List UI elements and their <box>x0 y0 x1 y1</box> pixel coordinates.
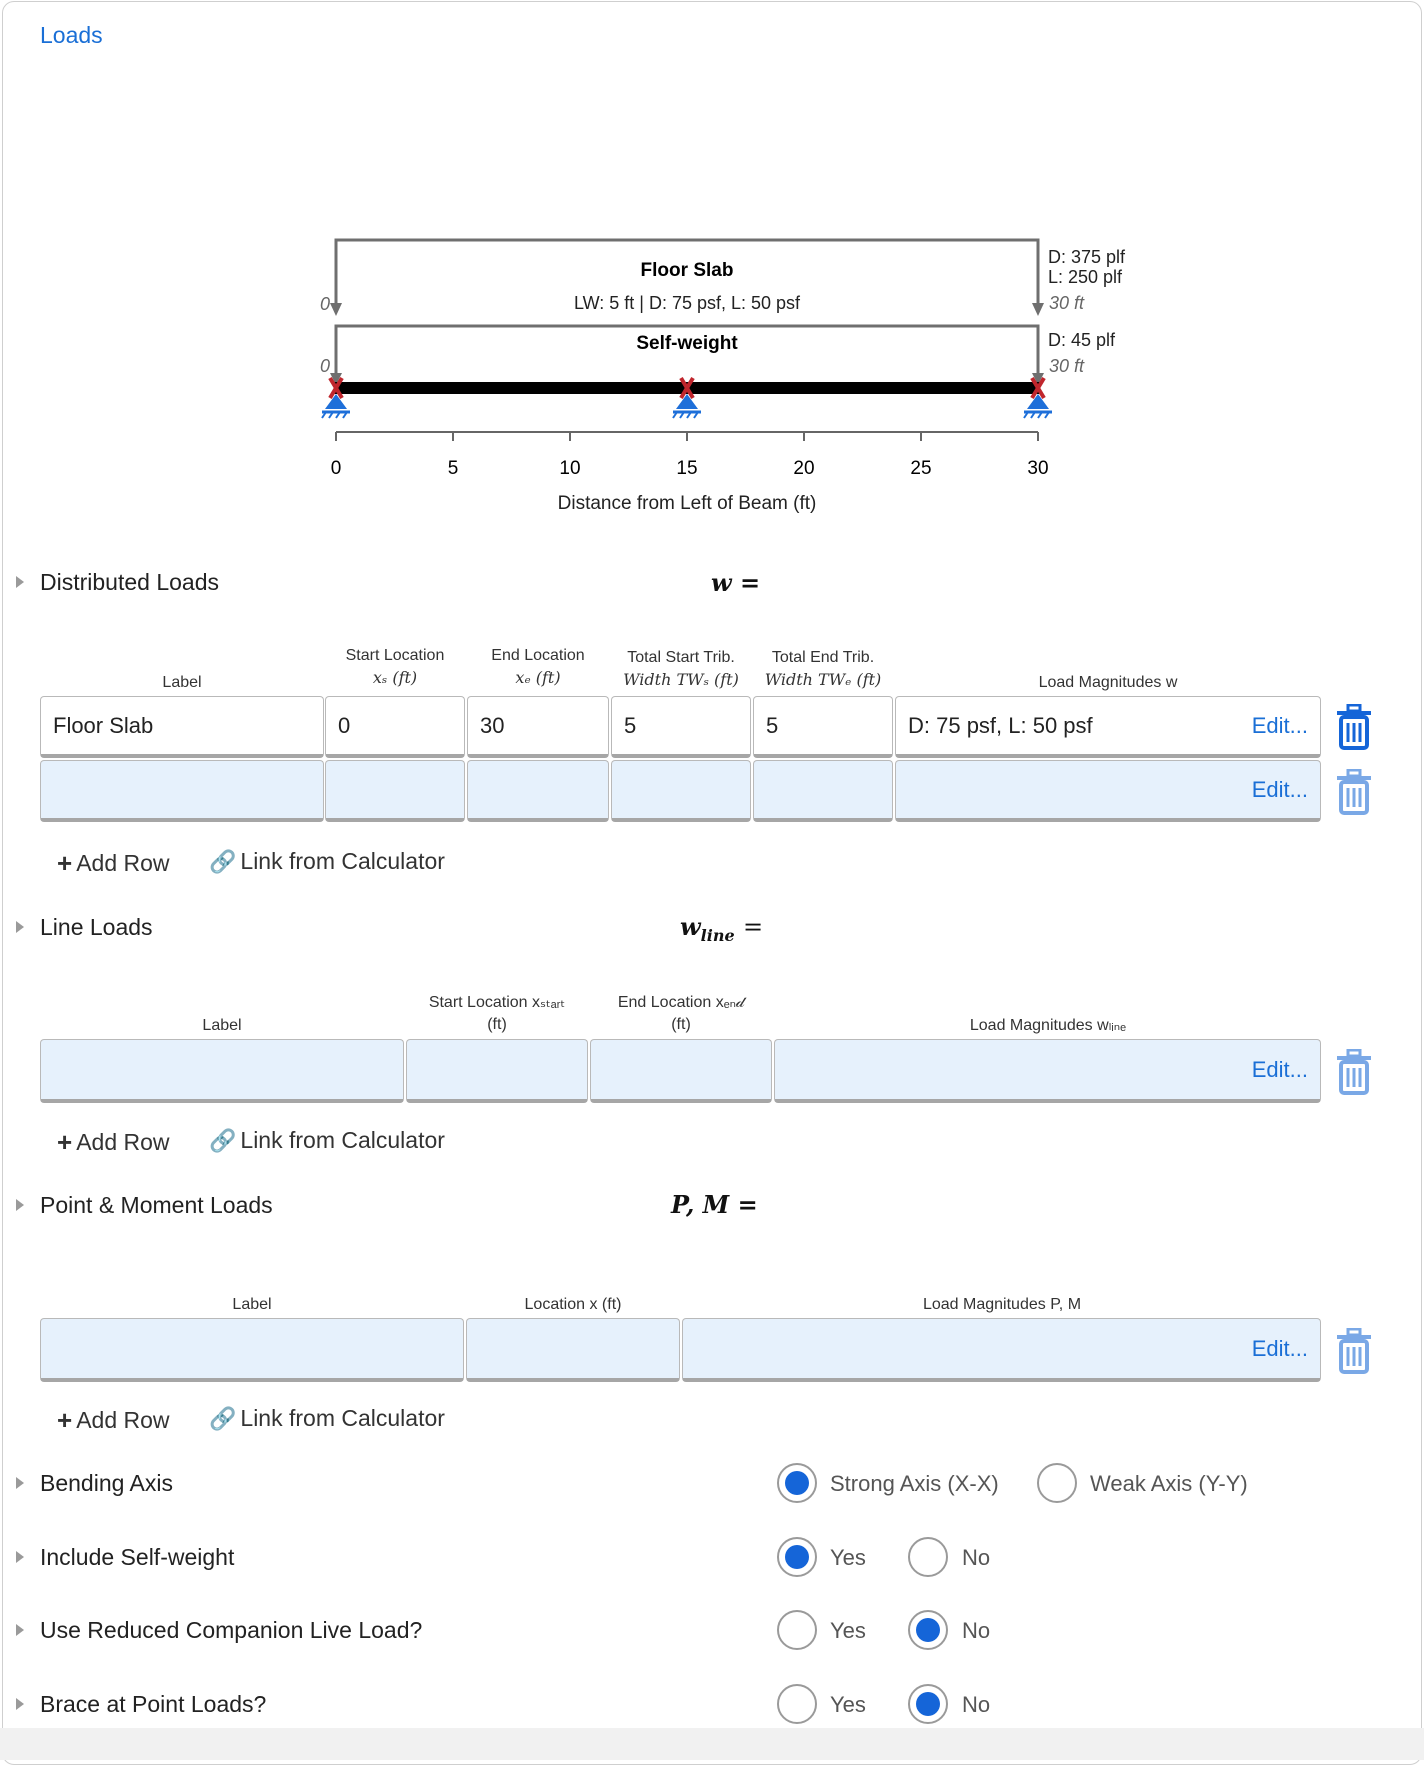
bending-axis-expand-icon[interactable] <box>16 1477 24 1489</box>
dist-row1-mag-value: D: 75 psf, L: 50 psf <box>908 712 1093 738</box>
link-icon: 🔗 <box>209 848 237 874</box>
include-self-weight-label: Include Self-weight <box>40 1544 235 1570</box>
self-weight-no-radio[interactable] <box>908 1537 948 1577</box>
brace-yes-radio[interactable] <box>777 1684 817 1724</box>
brace-no-label: No <box>962 1692 991 1717</box>
floor-slab-start: 0 <box>319 294 330 314</box>
trash-icon[interactable] <box>1335 704 1373 750</box>
axis-tick-label: 20 <box>793 458 815 479</box>
loads-title-link[interactable]: Loads <box>40 22 103 48</box>
line-row1-edit-link[interactable]: Edit... <box>1251 1056 1308 1082</box>
dist-row1-start-field[interactable]: 0 <box>325 696 465 758</box>
trash-icon[interactable] <box>1335 1328 1373 1374</box>
axis-tick-label: 25 <box>910 458 932 479</box>
dist-row1-mag-field[interactable] <box>895 696 1321 758</box>
point-row1-label-field[interactable] <box>40 1318 464 1382</box>
self-weight-yes-label: Yes <box>830 1545 866 1570</box>
line-link-calculator-button[interactable]: 🔗 Link from Calculator <box>209 1127 445 1153</box>
companion-no-label: No <box>962 1618 991 1643</box>
distributed-formula: w = <box>711 568 761 597</box>
floor-slab-live: L: 250 plf <box>1048 267 1123 287</box>
weak-axis-label: Weak Axis (Y-Y) <box>1090 1471 1248 1496</box>
line-row1-label-field[interactable] <box>40 1039 404 1103</box>
link-icon: 🔗 <box>209 1127 237 1153</box>
axis-tick-label: 10 <box>559 458 581 479</box>
line-add-row-button[interactable]: + Add Row <box>57 1127 170 1157</box>
self-weight-name: Self-weight <box>636 333 738 354</box>
dist-add-row-button[interactable]: + Add Row <box>57 848 170 878</box>
plus-icon: + <box>57 1127 73 1157</box>
dist-row1-label-field[interactable]: Floor Slab <box>40 696 324 758</box>
self-weight-start: 0 <box>319 356 330 376</box>
line-header-start: Start Location xₛₜₐᵣₜ (ft) <box>428 994 566 1033</box>
floor-slab-dead: D: 375 plf <box>1048 247 1126 267</box>
dist-row2-start-field[interactable] <box>325 760 465 822</box>
companion-no-radio[interactable] <box>908 1610 948 1650</box>
point-add-row-button[interactable]: + Add Row <box>57 1405 170 1435</box>
brace-expand-icon[interactable] <box>16 1698 24 1710</box>
brace-point-loads-label: Brace at Point Loads? <box>40 1691 267 1717</box>
dist-row2-end-field[interactable] <box>467 760 609 822</box>
dist-link-calculator-button[interactable]: 🔗 Link from Calculator <box>209 848 445 874</box>
axis-tick-label: 5 <box>447 458 459 479</box>
line-row1-start-field[interactable] <box>406 1039 588 1103</box>
dist-header-twe: Total End Trib. Width TWₑ (ft) <box>764 649 882 689</box>
companion-yes-label: Yes <box>830 1618 866 1643</box>
dist-row2-edit-link[interactable]: Edit... <box>1251 776 1308 802</box>
dist-header-mag: Load Magnitudes w <box>1038 674 1178 691</box>
line-row1-mag-field[interactable] <box>774 1039 1321 1103</box>
point-row1-mag-field[interactable] <box>682 1318 1321 1382</box>
x-axis-label: Distance from Left of Beam (ft) <box>557 493 817 514</box>
trash-icon[interactable] <box>1335 769 1373 815</box>
axis-tick-label: 0 <box>330 458 342 479</box>
brace-no-radio[interactable] <box>908 1684 948 1724</box>
line-row1-end-field[interactable] <box>590 1039 772 1103</box>
point-header-location: Location x (ft) <box>524 1296 622 1313</box>
line-formula: $w_{line}$ = <box>680 912 764 945</box>
dist-row1-edit-link[interactable]: Edit... <box>1251 712 1308 738</box>
floor-slab-load <box>320 240 1126 316</box>
dist-header-end: End Location xₑ (ft) <box>491 647 585 687</box>
floor-slab-detail: LW: 5 ft | D: 75 psf, L: 50 psf <box>573 293 801 313</box>
dist-row1-end-field[interactable]: 30 <box>467 696 609 758</box>
beam-diagram <box>0 0 1424 540</box>
reduced-companion-label: Use Reduced Companion Live Load? <box>40 1617 423 1643</box>
line-header-mag: Load Magnitudes wₗᵢₙₑ <box>969 1017 1127 1034</box>
self-weight-no-label: No <box>962 1545 991 1570</box>
point-row1-location-field[interactable] <box>466 1318 680 1382</box>
point-title: Point & Moment Loads <box>40 1192 273 1218</box>
bending-axis-label: Bending Axis <box>40 1470 173 1496</box>
axis-tick-label: 15 <box>676 458 698 479</box>
link-icon: 🔗 <box>209 1405 237 1431</box>
brace-yes-label: Yes <box>830 1692 866 1717</box>
companion-live-expand-icon[interactable] <box>16 1624 24 1636</box>
strong-axis-label: Strong Axis (X-X) <box>830 1471 999 1496</box>
distributed-title: Distributed Loads <box>40 569 219 595</box>
x-axis-ticks <box>331 432 1049 479</box>
companion-yes-radio[interactable] <box>777 1610 817 1650</box>
bottom-fade <box>0 1728 1424 1760</box>
point-header-label: Label <box>232 1296 272 1313</box>
line-expand-icon[interactable] <box>16 921 24 933</box>
axis-tick-label: 30 <box>1027 458 1049 479</box>
line-title: Line Loads <box>40 914 153 940</box>
point-header-mag: Load Magnitudes P, M <box>922 1296 1082 1313</box>
self-weight-yes-radio[interactable] <box>777 1537 817 1577</box>
dist-row2-mag-field[interactable] <box>895 760 1321 822</box>
self-weight-load <box>320 326 1116 385</box>
trash-icon[interactable] <box>1335 1049 1373 1095</box>
plus-icon: + <box>57 848 73 878</box>
dist-header-tws: Total Start Trib. Width TWₛ (ft) <box>623 649 739 689</box>
line-header-label: Label <box>202 1017 242 1034</box>
plus-icon: + <box>57 1405 73 1435</box>
self-weight-expand-icon[interactable] <box>16 1551 24 1563</box>
strong-axis-radio[interactable] <box>777 1463 817 1503</box>
self-weight-dead: D: 45 plf <box>1048 330 1116 350</box>
self-weight-end: 30 ft <box>1049 356 1085 376</box>
point-formula: P, M = <box>671 1190 758 1219</box>
floor-slab-name: Floor Slab <box>640 260 734 281</box>
dist-header-start: Start Location xₛ (ft) <box>345 647 445 687</box>
point-link-calculator-button[interactable]: 🔗 Link from Calculator <box>209 1405 445 1431</box>
dist-row2-label-field[interactable] <box>40 760 324 822</box>
dist-row1-twe-field[interactable]: 5 <box>753 696 893 758</box>
dist-row2-tws-field[interactable] <box>611 760 751 822</box>
dist-row1-tws-field[interactable]: 5 <box>611 696 751 758</box>
floor-slab-end: 30 ft <box>1049 293 1085 313</box>
point-row1-edit-link[interactable]: Edit... <box>1251 1335 1308 1361</box>
line-header-end: End Location xₑₙ𝒹 (ft) <box>617 994 745 1033</box>
weak-axis-radio[interactable] <box>1037 1463 1077 1503</box>
point-expand-icon[interactable] <box>16 1199 24 1211</box>
distributed-expand-icon[interactable] <box>16 576 24 588</box>
dist-header-label: Label <box>162 674 202 691</box>
dist-row2-twe-field[interactable] <box>753 760 893 822</box>
